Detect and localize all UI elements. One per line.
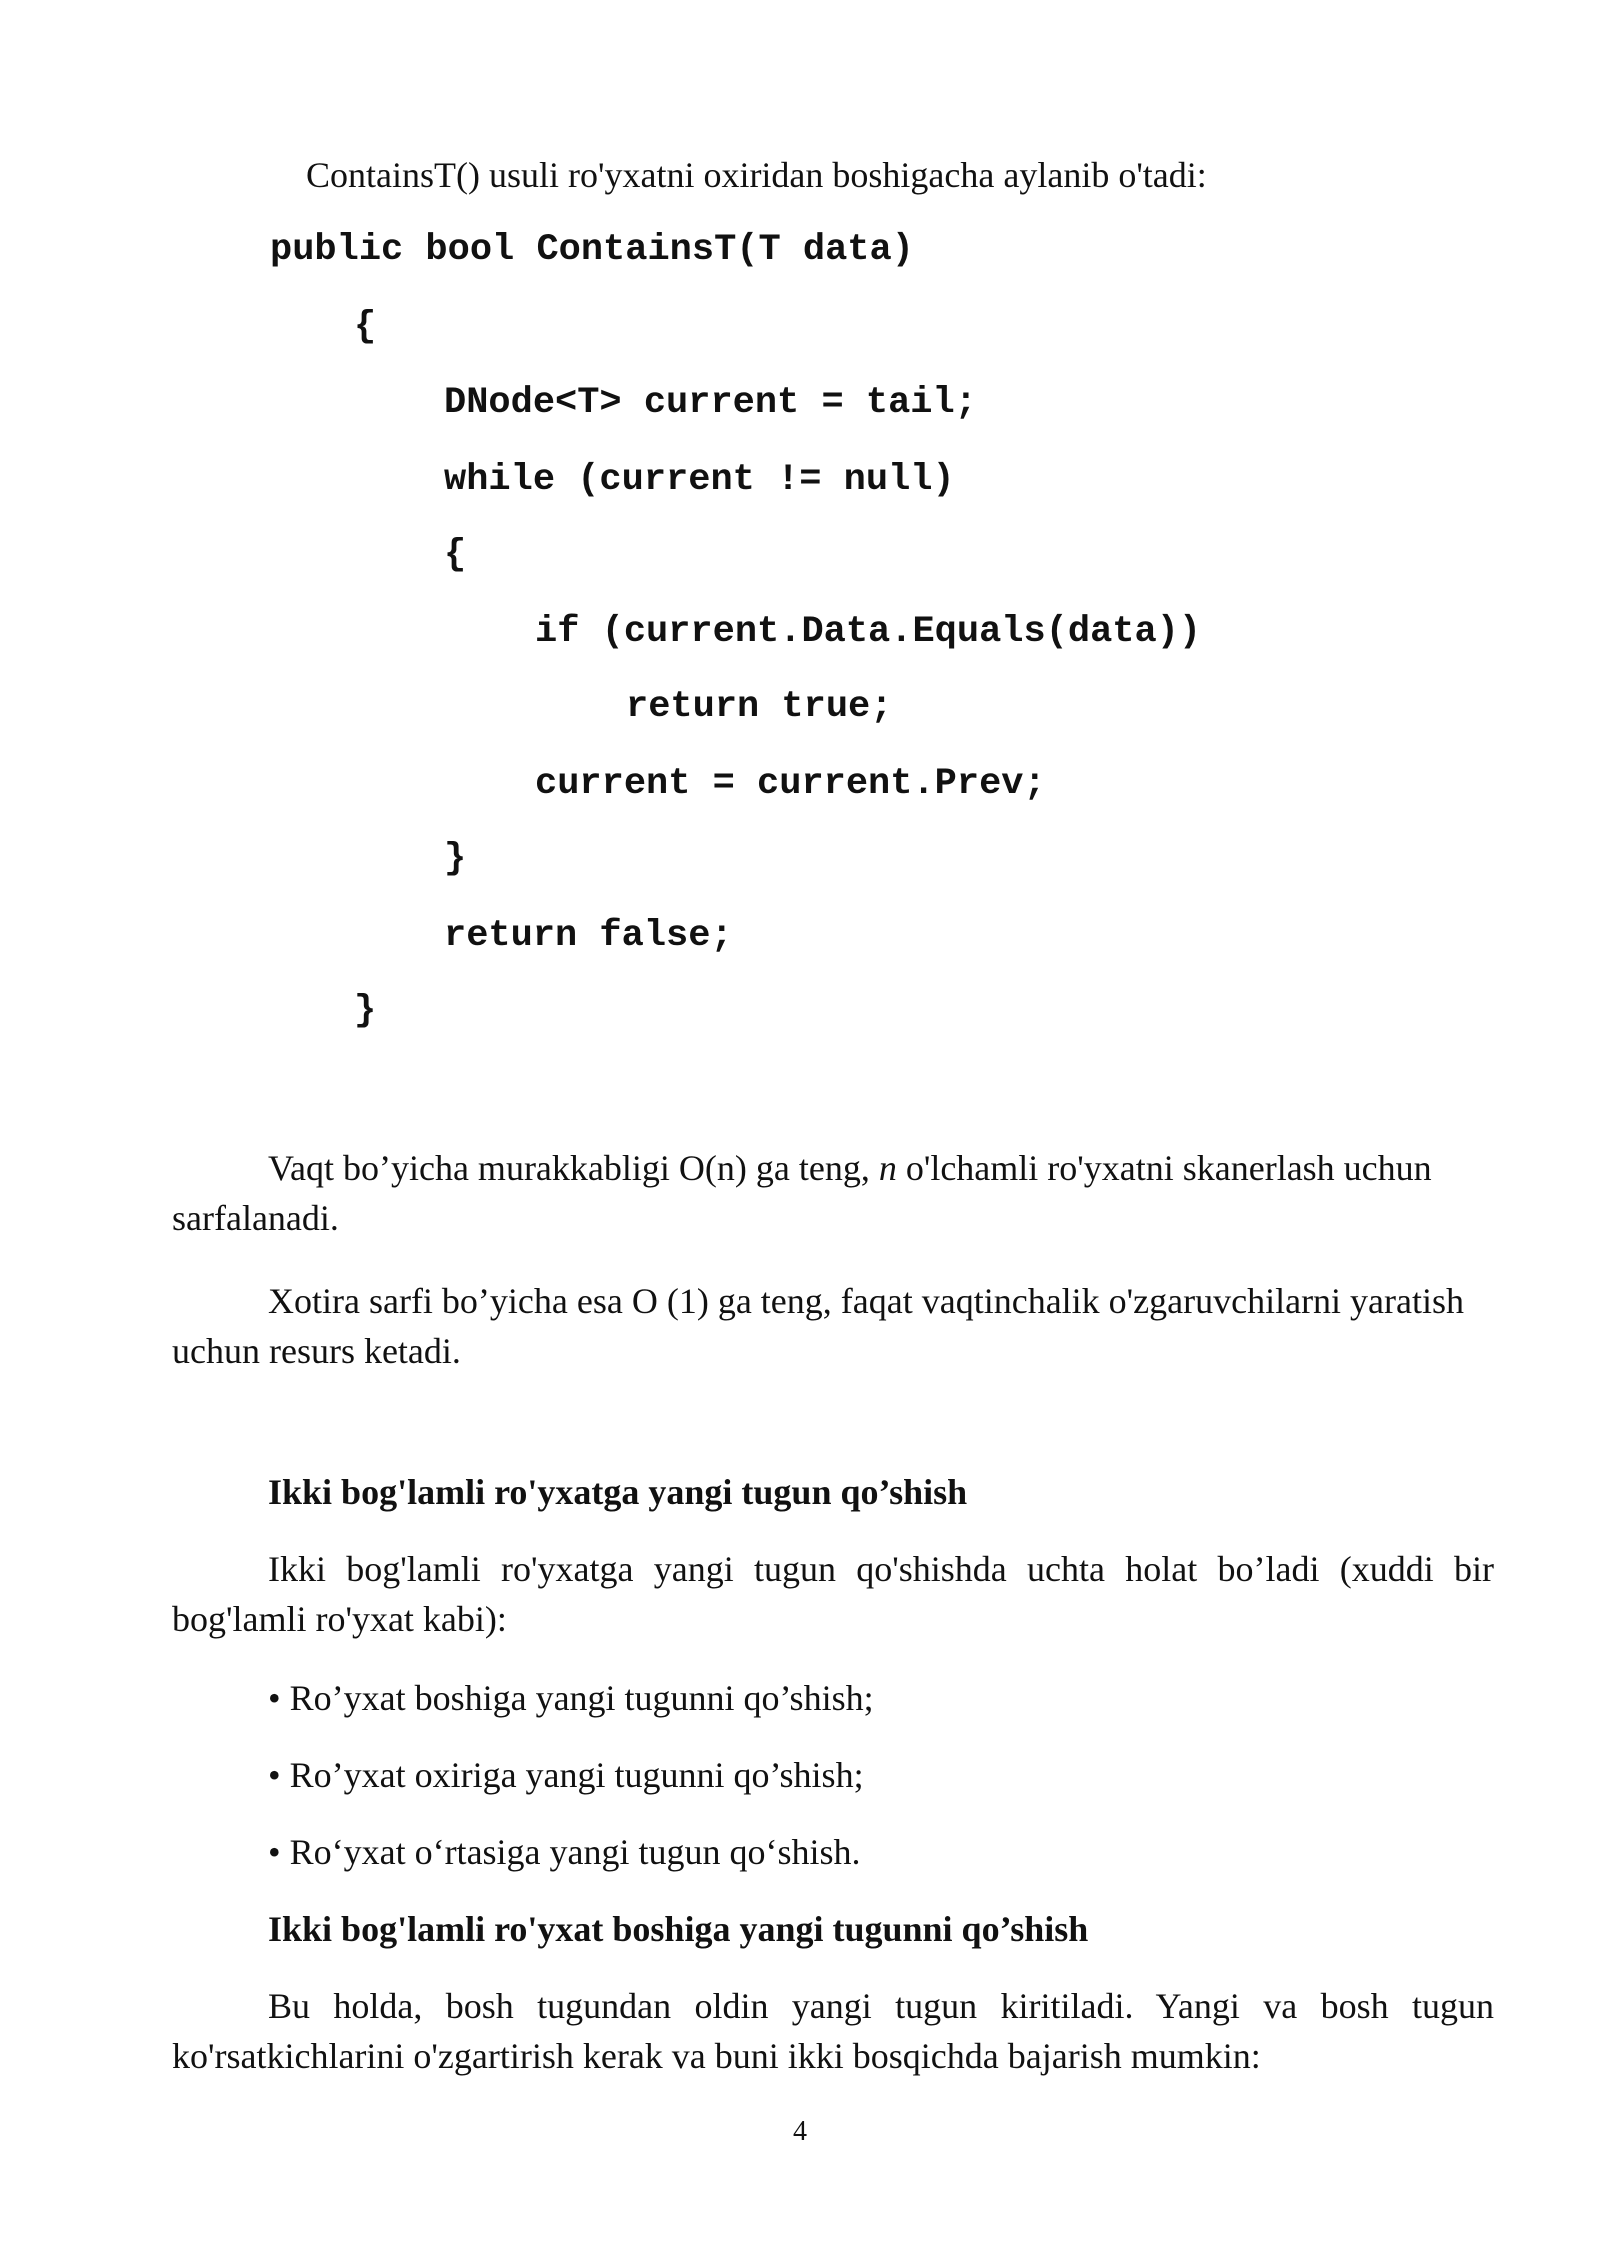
page-number: 4 [793,2116,807,2147]
variable-n: n [878,1148,897,1188]
bullet-item: • Ro‘yxat o‘rtasiga yangi tugun qo‘shish. [268,1832,861,1872]
section-paragraph: Bu holda, bosh tugundan oldin yangi tugun kiritiladi. Yangi va bosh tugun ko'rsatkichlarini o'zgartirish kerak va buni ikki bosqichda bajarish mumkin: [172,1986,1494,2076]
time-complexity-text-end: o'lchamli ro'yxatni skanerlash uchun sarfalanadi. [172,1148,1432,1238]
code-line: return false; [444,915,733,957]
bullet-item: • Ro’yxat boshiga yangi tugunni qo’shish; [268,1678,874,1718]
intro-text: ContainsT() usuli ro'yxatni oxiridan boshigacha aylanib o'tadi: [306,155,1207,195]
code-line: } [444,838,467,880]
code-line: { [444,534,467,576]
code-line: current = current.Prev; [535,763,1046,805]
memory-complexity-paragraph: Xotira sarfi bo’yicha esa O (1) ga teng, faqat vaqtinchalik o'zgaruvchilarni yaratish uchun resurs ketadi. [172,1281,1465,1371]
time-complexity-text: Vaqt bo’yicha murakkabligi O(n) ga teng, [268,1148,879,1188]
code-line: public bool ContainsT(T data) [270,229,914,271]
bullet-item: • Ro’yxat oxiriga yangi tugunni qo’shish; [268,1755,864,1795]
time-complexity-paragraph [172,1143,1492,1243]
code-line: DNode<T> current = tail; [444,382,977,424]
section-heading: Ikki bog'lamli ro'yxat boshiga yangi tugunni qo’shish [268,1909,1089,1949]
section-paragraph: Ikki bog'lamli ro'yxatga yangi tugun qo'shishda uchta holat bo’ladi (xuddi bir bog'lamli ro'yxat kabi): [172,1549,1494,1639]
code-line: if (current.Data.Equals(data)) [535,611,1202,653]
code-line: { [354,306,377,348]
code-line: } [354,990,377,1032]
code-line: while (current != null) [444,459,955,501]
code-line: return true; [626,686,893,728]
section-heading: Ikki bog'lamli ro'yxatga yangi tugun qo’shish [268,1472,968,1512]
